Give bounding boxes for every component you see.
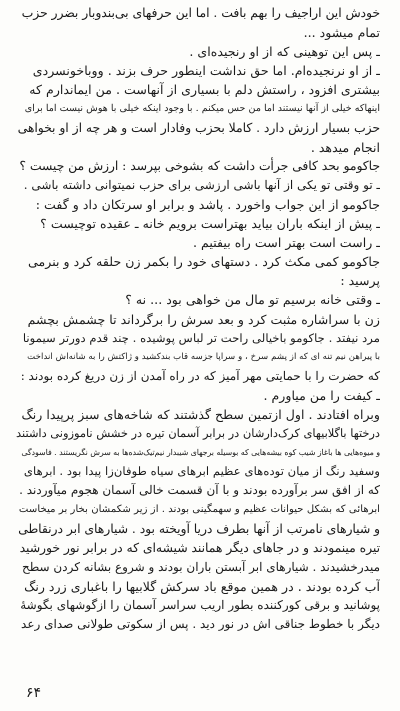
text-line: ـ تو وقتی تو یکی از آنها باشی ارزشی برای حزب نمیتوانی داشته باشی . (23, 177, 380, 192)
text-line: جاکومو از این جواب واخورد . پاشد و برابر او سرتکان داد و گفت : (35, 196, 380, 212)
text-line: ـ پس این توهینی که از او رنجیده‌ای . (189, 44, 380, 60)
text-line: ـ از او نرنجیده‌ام. اما حق نداشت اینطور حرف بزند . ووباخونسردی (32, 63, 380, 79)
text-line: ابرهائی که بشکل حیوانات عظیم و سهمگینی بودند . از زیر شکمشان بخار بر میخاست (18, 504, 380, 516)
text-line: جاکومو بحد کافی جرأت داشت که بشوخی بپرسد : ارزش من چیست ؟ (19, 158, 380, 173)
text-line: بیشتری افزود ، راستش دلم با بسیاری از آنهاست . من ایماندارم که (29, 82, 380, 98)
text-line: جاکومو کمی مکث کرد . دستهای خود را بکمر زن حلقه کرد و بنرمی (28, 254, 380, 270)
text-line: پوشانید و برقى کورکننده بطور اریب سراسر آسمان را ازگوشهاى بگوشهٔ (20, 597, 380, 612)
text-line: انجام میدهد . (310, 139, 380, 155)
text-line: مرد نیفتد . جاکومو باخیالی راحت تر لباس پوشیده . چند قدم دورتر سیمونا (22, 330, 380, 345)
body-text (16, 4, 380, 634)
text-line: ـ پیش از اینکه باران بیاید بهتراست برویم خانه ـ عقیده توچیست ؟ (40, 216, 380, 232)
text-line: خودش این اراجیف را بهم بافت . اما این حرفهای بی‌بندوبار بضرر حزب (21, 6, 380, 20)
text-line: اینهاکه خیلی از آنها نیستند اما من حس میکنم . با وجود اینکه خیلی با هوش نیست اما برای (24, 103, 380, 115)
text-line: درختها باگلابیهای کرک‌دارشان در برابر آسمان تیره در خشش ناموزونی داشتند (16, 426, 380, 441)
text-line: و شیارهای نامرتب از آنها بطرف دریا آویخته بود . شیارهای ابر درنقاطی (18, 521, 380, 536)
text-line: ـ وقتی خانه برسیم تو مال من خواهی بود ... نه ؟ (125, 292, 380, 308)
text-line: پرسید : (340, 273, 380, 289)
text-line: تیره مینمودند و در جاهای دیگر همانند شیشه‌ای که در برابر نور خورشید (19, 540, 380, 555)
text-line: وسفید رنگ از میان توده‌های عظیم ابرهای سیاه طوفان‌زا پیدا بود . ابرهای (23, 464, 380, 479)
text-line: تمام میشود ... (303, 25, 380, 41)
text-line: با پیراهن نیم تنه ای که از پشم سرخ ، و سراپا جزسه قاب بندکشید و ژاکتش را به شانه‌اش انداخت (27, 351, 380, 362)
text-line: که از افق سر برآورده بودند و با آن قسمت خالی آسمان هجوم میآوردند . (19, 483, 380, 498)
text-line: دیگر با خطوط جناقى اش در نور دید . پس از سکوتى طولانى صداى رعد (21, 617, 380, 631)
text-line: آب کرده بودند . در همین موقع باد سرکش گلابیها را باغبارى زرد رنگ (24, 578, 380, 594)
text-line: و میوه‌هایی ها باغاز شیب کوه بیشه‌هایی که بوسیله برجهای شیبدار نیم‌تیک‌شده‌ها به سرش نگریستند . فاسودگی (21, 448, 380, 458)
text-line: زن با سراشاره مثبت کرد و بعد سرش را برگرداند تا چشمش بچشم (27, 311, 380, 327)
text-line: وبراه افتادند . اول ازتمین سطح گذشتند که شاخه‌های سبز پرپیدا رنگ (21, 406, 380, 422)
text-line: میدرخشیدند . شیارهای ابر آبستن باران بودند و شروع بشانه کردن سطح (21, 559, 380, 574)
text-line: ـ کیفت را من میاورم . (263, 387, 380, 403)
text-line: که حضرت را با حمایتی مهر آمیز که در راه آمدن از زن دریغ کرده بودند : (20, 368, 380, 383)
text-line: ـ راست است بهتر است راه بیفتیم . (193, 235, 380, 251)
text-line: حزب بسیار ارزش دارد . کاملا بحزب وفادار است و هر چه از او بخواهی (17, 120, 380, 135)
page-number: ۶۴ (26, 685, 42, 701)
